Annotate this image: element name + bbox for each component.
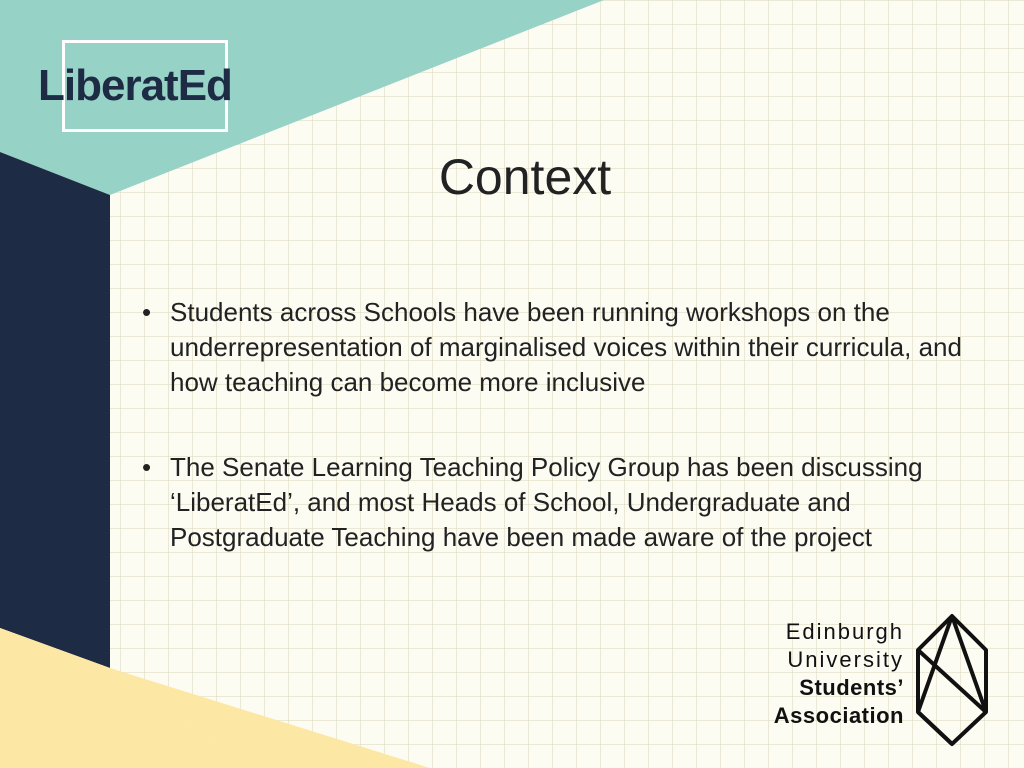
bullet-item	[140, 450, 1000, 555]
bullet-text: Students across Schools have been running workshops on the underrepresentation of marginalised voices within their curricula, and how teaching can become more inclusive	[170, 297, 962, 397]
eusa-line-university: University	[787, 647, 904, 672]
eusa-logo-text	[700, 618, 904, 730]
navy-shape	[0, 152, 110, 668]
eusa-crystal-icon	[912, 612, 992, 748]
eusa-line-students: Students’	[799, 675, 904, 700]
slide-title: Context	[438, 149, 612, 205]
liberated-logo: LiberatEd	[38, 61, 232, 110]
bullet-dot-icon: •	[142, 452, 152, 482]
eusa-line-association: Association	[773, 703, 904, 728]
cream-shape	[0, 628, 250, 768]
eusa-line-edinburgh: Edinburgh	[785, 619, 904, 644]
bullet-dot-icon: •	[142, 297, 152, 327]
bullet-item	[140, 295, 1000, 400]
bullet-list	[140, 295, 1000, 605]
bullet-text: The Senate Learning Teaching Policy Group has been discussing ‘LiberatEd’, and most Heads of School, Undergraduate and Postgraduate Teaching have been made aware of the project	[170, 452, 923, 552]
